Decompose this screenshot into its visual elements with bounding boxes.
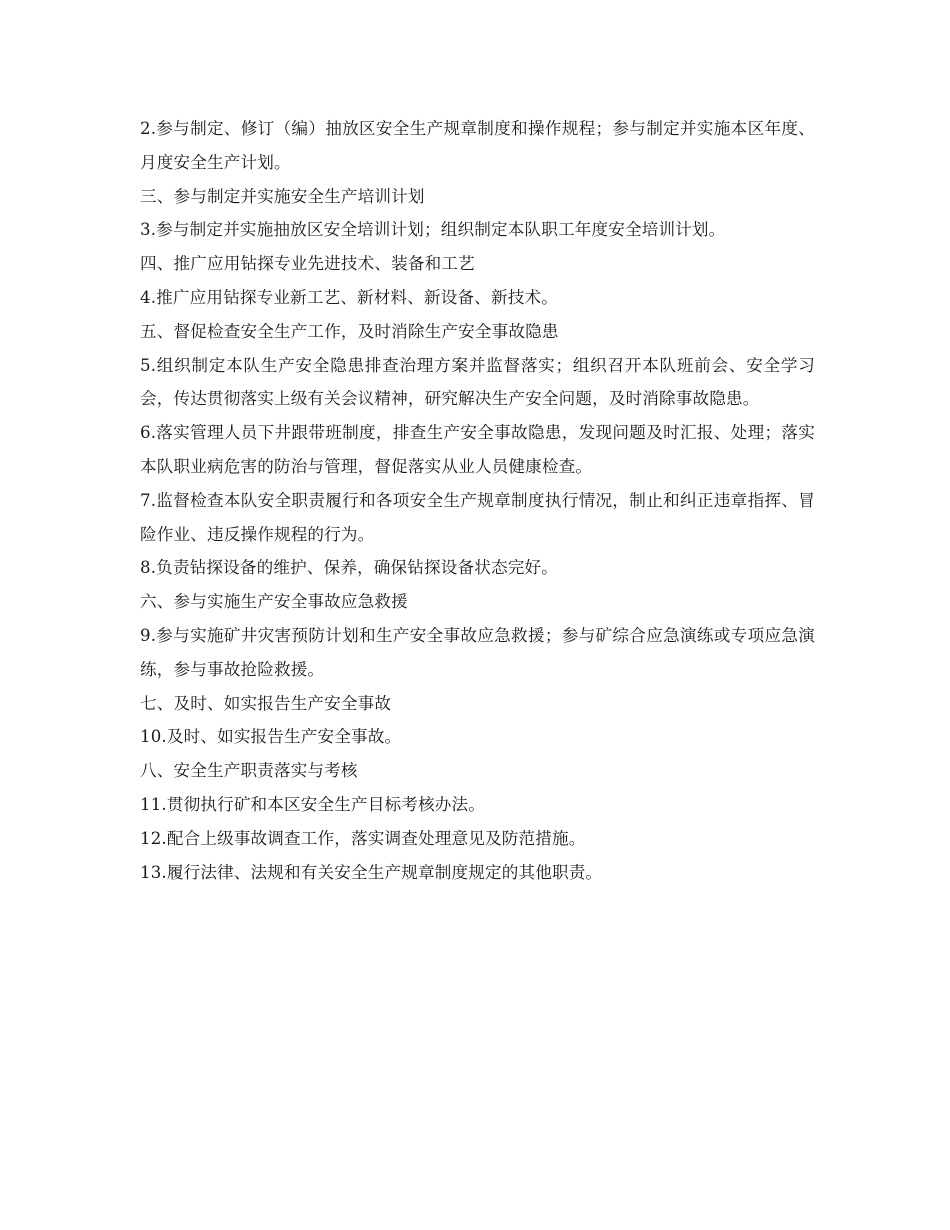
paragraph-item-8: 8.负责钻探设备的维护、保养，确保钻探设备状态完好。 (140, 558, 558, 578)
document-body (140, 112, 815, 889)
section-heading-6: 六、参与实施生产安全事故应急救援 (140, 592, 408, 612)
paragraph-item-13: 13.履行法律、法规和有关安全生产规章制度规定的其他职责。 (140, 862, 603, 882)
paragraph-item-11: 11.贯彻执行矿和本区安全生产目标考核办法。 (140, 794, 485, 814)
paragraph-item-7: 7.监督检查本队安全职责履行和各项安全生产规章制度执行情况，制止和纠正违章指挥、冒险作业、违反操作规程的行为。 (140, 490, 815, 544)
paragraph-item-9: 9.参与实施矿井灾害预防计划和生产安全事故应急救援；参与矿综合应急演练或专项应急演练，参与事故抢险救援。 (140, 625, 815, 679)
section-heading-4: 四、推广应用钻探专业先进技术、装备和工艺 (140, 254, 475, 274)
section-heading-5: 五、督促检查安全生产工作，及时消除生产安全事故隐患 (140, 321, 559, 341)
paragraph-item-4: 4.推广应用钻探专业新工艺、新材料、新设备、新技术。 (140, 287, 558, 307)
paragraph-item-5: 5.组织制定本队生产安全隐患排查治理方案并监督落实；组织召开本队班前会、安全学习会，传达贯彻落实上级有关会议精神，研究解决生产安全问题，及时消除事故隐患。 (140, 355, 815, 409)
paragraph-item-12: 12.配合上级事故调查工作，落实调查处理意见及防范措施。 (140, 828, 586, 848)
paragraph-item-3: 3.参与制定并实施抽放区安全培训计划；组织制定本队职工年度安全培训计划。 (140, 220, 726, 240)
section-heading-3: 三、参与制定并实施安全生产培训计划 (140, 186, 425, 206)
paragraph-item-10: 10.及时、如实报告生产安全事故。 (140, 727, 402, 747)
paragraph-item-6: 6.落实管理人员下井跟带班制度，排查生产安全事故隐患，发现问题及时汇报、处理；落实本队职业病危害的防治与管理，督促落实从业人员健康检查。 (140, 423, 815, 476)
paragraph-item-2: 2.参与制定、修订（编）抽放区安全生产规章制度和操作规程；参与制定并实施本区年度、月度安全生产计划。 (140, 119, 815, 172)
section-heading-8: 八、安全生产职责落实与考核 (140, 761, 358, 781)
section-heading-7: 七、及时、如实报告生产安全事故 (140, 693, 392, 713)
